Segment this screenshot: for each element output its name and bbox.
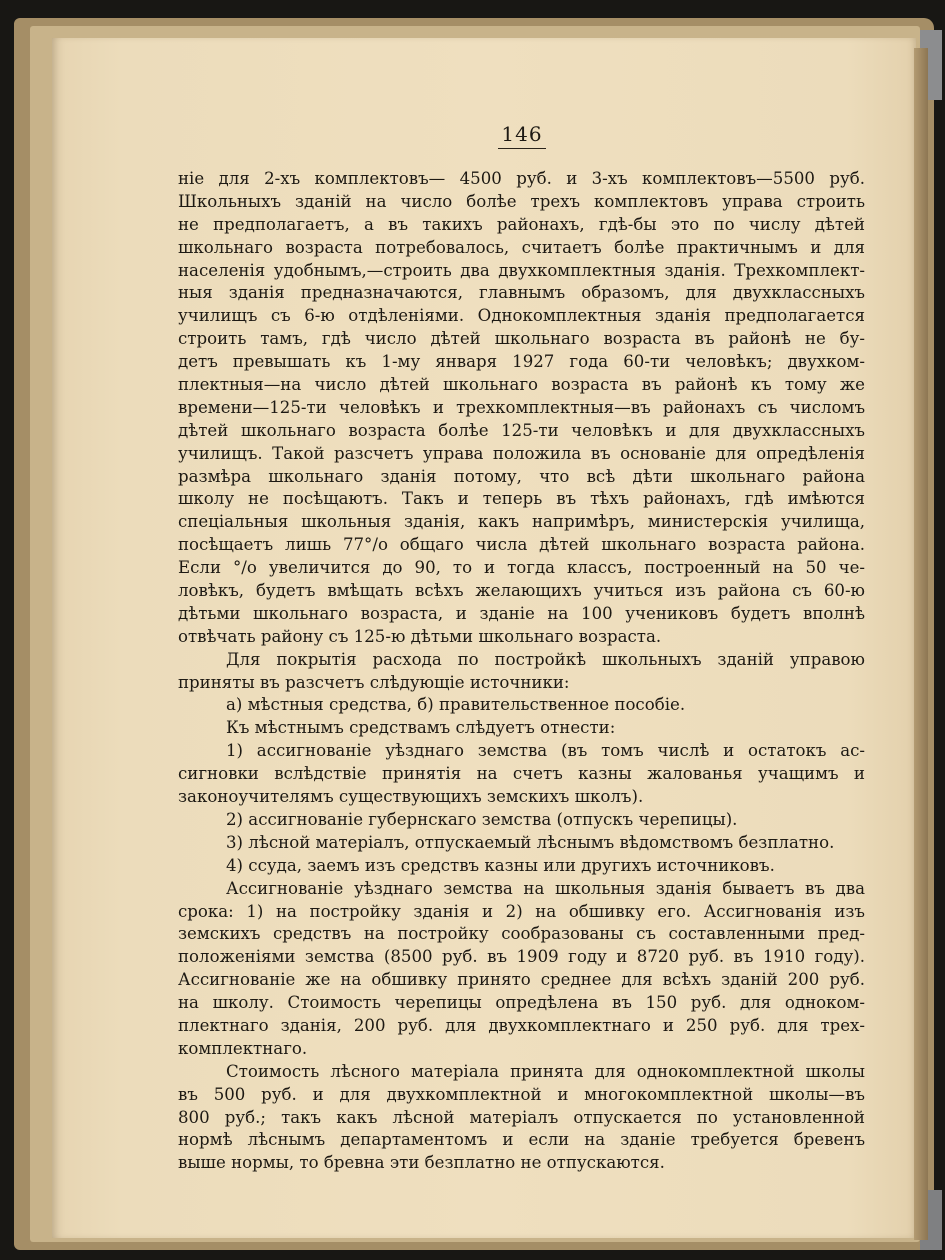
text-line: Стоимость лѣсного матеріала принята для однокомплектной школы — [226, 1061, 865, 1081]
text-line: Ассигнованіе же на обшивку принято среднее для всѣхъ зданій 200 руб. — [178, 970, 865, 990]
text-line: сигновки вслѣдствіе принятія на счетъ казны жалованья учащимъ и — [178, 764, 865, 784]
text-line: 1) ассигнованіе уѣзднаго земства (въ томъ числѣ и остатокъ ас- — [226, 741, 865, 761]
text-line: а) мѣстныя средства, б) правительственное пособіе. — [226, 695, 686, 715]
text-line: Если °/о увеличится до 90, то и тогда классъ, построенный на 50 че- — [178, 558, 865, 578]
text-line: Школьныхъ зданій на число болѣе трехъ комплектовъ управа строить — [178, 191, 865, 211]
text-line: школу не посѣщаютъ. Такъ и теперь въ тѣхъ районахъ, гдѣ имѣются — [178, 489, 865, 509]
page-number: 146 — [498, 122, 546, 149]
text-line: дѣтей школьнаго возраста болѣе 125-ти человѣкъ и для двухклассныхъ — [178, 420, 865, 440]
text-line: детъ превышать къ 1-му января 1927 года 60-ти человѣкъ; двухком- — [178, 352, 865, 372]
text-line: ловѣкъ, будетъ вмѣщать всѣхъ желающихъ учиться изъ района съ 60-ю — [178, 581, 865, 601]
text-line: срока: 1) на постройку зданія и 2) на обшивку его. Ассигнованія изъ — [178, 901, 865, 921]
text-line: 800 руб.; такъ какъ лѣсной матеріалъ отпускается по установленной — [178, 1107, 865, 1127]
text-line: ніе для 2-хъ комплектовъ— 4500 руб. и 3-хъ комплектовъ—5500 руб. — [178, 169, 865, 188]
text-line: плектныя—на число дѣтей школьнаго возраста въ районѣ къ тому же — [178, 375, 865, 395]
text-line: не предполагаетъ, а въ такихъ районахъ, гдѣ-бы это по числу дѣтей — [178, 214, 865, 234]
text-line: училищъ съ 6-ю отдѣленіями. Однокомплектныя зданія предполагается — [178, 306, 865, 326]
text-line: на школу. Стоимость черепицы опредѣлена въ 150 руб. для одноком- — [178, 993, 865, 1013]
text-line: 4) ссуда, заемъ изъ средствъ казны или другихъ источниковъ. — [226, 855, 775, 875]
text-line: дѣтьми школьнаго возраста, и зданіе на 100 учениковъ будетъ вполнѣ — [178, 603, 865, 623]
text-line: населенія удобнымъ,—строить два двухкомплектныя зданія. Трехкомплект- — [178, 260, 865, 280]
text-line: комплектнаго. — [178, 1038, 308, 1058]
text-line: отвѣчать району съ 125-ю дѣтьми школьнаго возраста. — [178, 626, 662, 646]
text-line: спеціальныя школьныя зданія, какъ напримѣръ, министерскія училища, — [178, 512, 865, 532]
text-line: приняты въ разсчетъ слѣдующіе источники: — [178, 672, 570, 692]
text-line: Для покрытія расхода по постройкѣ школьныхъ зданій управою — [226, 649, 865, 669]
text-line: Къ мѣстнымъ средствамъ слѣдуетъ отнести: — [226, 718, 616, 738]
text-line: законоучителямъ существующихъ земскихъ школъ). — [178, 787, 644, 807]
text-line: плектнаго зданія, 200 руб. для двухкомплектнаго и 250 руб. для трех- — [178, 1015, 865, 1035]
text-line: строить тамъ, гдѣ число дѣтей школьнаго возраста въ районѣ не бу- — [178, 329, 865, 349]
text-line: посѣщаетъ лишь 77°/о общаго числа дѣтей школьнаго возраста района. — [178, 535, 865, 555]
page-body-text — [178, 168, 865, 1175]
text-line: выше нормы, то бревна эти безплатно не отпускаются. — [178, 1153, 665, 1173]
text-line: 3) лѣсной матеріалъ, отпускаемый лѣснымъ вѣдомствомъ безплатно. — [226, 832, 835, 852]
text-line: ныя зданія предназначаются, главнымъ образомъ, для двухклассныхъ — [178, 283, 865, 303]
text-line: въ 500 руб. и для двухкомплектной и многокомплектной школы—въ — [178, 1084, 865, 1104]
text-line: положеніями земства (8500 руб. въ 1909 году и 8720 руб. въ 1910 году). — [178, 947, 865, 967]
text-line: Ассигнованіе уѣзднаго земства на школьныя зданія бываетъ въ два — [226, 878, 865, 898]
text-line: нормѣ лѣснымъ департаментомъ и если на зданіе требуется бревенъ — [178, 1130, 865, 1150]
text-line: школьнаго возраста потребовалось, считаетъ болѣе практичнымъ и для — [178, 237, 865, 257]
text-line: училищъ. Такой разсчетъ управа положила въ основаніе для опредѣленія — [178, 443, 865, 463]
text-line: размѣра школьнаго зданія потому, что всѣ дѣти школьнаго района — [178, 466, 865, 486]
text-line: 2) ассигнованіе губернскаго земства (отпускъ черепицы). — [226, 809, 738, 829]
page-edge — [914, 48, 928, 1240]
text-line: земскихъ средствъ на постройку сообразованы съ составленными пред- — [178, 924, 865, 944]
text-line: времени—125-ти человѣкъ и трехкомплектныя—въ районахъ съ числомъ — [178, 397, 865, 417]
